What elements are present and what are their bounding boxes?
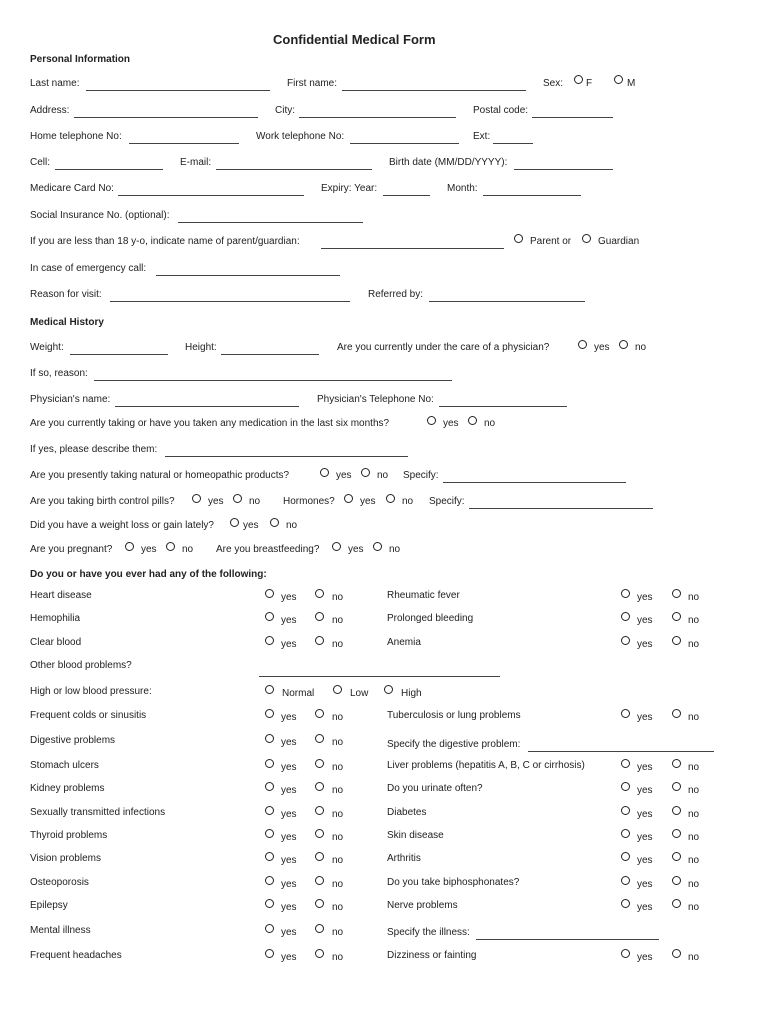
yes-label: yes: [281, 809, 297, 820]
weight-field[interactable]: [70, 354, 168, 355]
vision-problems-yes-radio[interactable]: [265, 852, 274, 861]
yes-label: yes: [281, 952, 297, 963]
frequent-headaches-no-radio[interactable]: [315, 949, 324, 958]
yes-label: yes: [637, 785, 653, 796]
vision-problems-no-radio[interactable]: [315, 852, 324, 861]
no-label: no: [332, 737, 344, 748]
birth-control-question: Are you taking birth control pills?: [30, 496, 175, 507]
no-label: no: [332, 712, 344, 723]
skin-disease-yes-radio[interactable]: [621, 829, 630, 838]
natural-no-radio[interactable]: [361, 468, 370, 477]
sin-label: Social Insurance No. (optional):: [30, 210, 170, 221]
dizziness-fainting-yes-radio[interactable]: [621, 949, 630, 958]
no-label: no: [332, 639, 344, 650]
yes-label: yes: [281, 855, 297, 866]
digestive-problems-label: Digestive problems: [30, 735, 116, 746]
frequent-colds-no-radio[interactable]: [315, 709, 324, 718]
yes-label: yes: [281, 615, 297, 626]
frequent-headaches-label: Frequent headaches: [30, 950, 122, 961]
email-field[interactable]: [216, 169, 372, 170]
address-field[interactable]: [74, 117, 258, 118]
yes-label: yes: [281, 639, 297, 650]
high-label: High: [401, 688, 422, 699]
guardian-label: Guardian: [598, 236, 640, 247]
sex-f-radio[interactable]: [574, 75, 583, 84]
biphosphonates-no-radio[interactable]: [672, 876, 681, 885]
urinate-often-no-radio[interactable]: [672, 782, 681, 791]
mental-illness-yes-radio[interactable]: [265, 924, 274, 933]
medication-yes-radio[interactable]: [427, 416, 436, 425]
no-label: no: [332, 952, 344, 963]
expiry-month-label: Month:: [447, 183, 478, 194]
guardian-radio[interactable]: [582, 234, 591, 243]
birth-control-no-radio[interactable]: [233, 494, 242, 503]
clear-blood-yes-radio[interactable]: [265, 636, 274, 645]
arthritis-no-radio[interactable]: [672, 852, 681, 861]
ext-field[interactable]: [493, 143, 533, 144]
digestive-problems-no-radio[interactable]: [315, 734, 324, 743]
first-name-field[interactable]: [342, 90, 526, 91]
kidney-problems-yes-radio[interactable]: [265, 782, 274, 791]
kidney-problems-no-radio[interactable]: [315, 782, 324, 791]
no-label: no: [688, 952, 700, 963]
stomach-ulcers-no-radio[interactable]: [315, 759, 324, 768]
no-label: no: [484, 418, 496, 429]
thyroid-problems-no-radio[interactable]: [315, 829, 324, 838]
no-label: no: [332, 855, 344, 866]
yes-label: yes: [637, 952, 653, 963]
tuberculosis-no-radio[interactable]: [672, 709, 681, 718]
birth-control-yes-radio[interactable]: [192, 494, 201, 503]
hemophilia-yes-radio[interactable]: [265, 612, 274, 621]
describe-medication-label: If yes, please describe them:: [30, 444, 158, 455]
postal-code-label: Postal code:: [473, 105, 529, 116]
specify-illness-label: Specify the illness:: [387, 927, 470, 938]
yes-label: yes: [281, 712, 297, 723]
birth-date-label: Birth date (MM/DD/YYYY):: [389, 157, 508, 168]
address-label: Address:: [30, 105, 70, 116]
physician-name-field[interactable]: [115, 406, 299, 407]
if-so-reason-label: If so, reason:: [30, 368, 88, 379]
sin-field[interactable]: [178, 222, 363, 223]
hormones-no-radio[interactable]: [386, 494, 395, 503]
no-label: no: [332, 809, 344, 820]
sexually-transmitted-infections-label: Sexually transmitted infections: [30, 807, 166, 818]
stomach-ulcers-yes-radio[interactable]: [265, 759, 274, 768]
no-label: no: [688, 809, 700, 820]
pregnant-no-radio[interactable]: [166, 542, 175, 551]
sex-label: Sex:: [543, 78, 564, 89]
cell-field[interactable]: [55, 169, 163, 170]
yes-label: yes: [637, 809, 653, 820]
sex-m-radio[interactable]: [614, 75, 623, 84]
yes-label: yes: [281, 927, 297, 938]
yes-label: yes: [281, 762, 297, 773]
frequent-colds-yes-radio[interactable]: [265, 709, 274, 718]
no-label: no: [332, 615, 344, 626]
frequent-headaches-yes-radio[interactable]: [265, 949, 274, 958]
natural-specify-label: Specify:: [403, 470, 439, 481]
no-label: no: [332, 762, 344, 773]
yes-label: yes: [637, 639, 653, 650]
sexually-transmitted-infections-no-radio[interactable]: [315, 806, 324, 815]
yes-label: yes: [637, 762, 653, 773]
no-label: no: [332, 592, 344, 603]
no-label: no: [377, 470, 389, 481]
natural-specify-field[interactable]: [443, 482, 626, 483]
hormones-specify-field[interactable]: [469, 508, 653, 509]
parent-label: Parent or: [530, 236, 572, 247]
no-label: no: [332, 832, 344, 843]
heart-disease-no-radio[interactable]: [315, 589, 324, 598]
prolonged-bleeding-label: Prolonged bleeding: [387, 613, 474, 624]
yes-label: yes: [637, 855, 653, 866]
weight-change-yes-radio[interactable]: [230, 518, 239, 527]
hemophilia-label: Hemophilia: [30, 613, 81, 624]
work-telephone-field[interactable]: [350, 143, 459, 144]
expiry-month-field[interactable]: [483, 195, 581, 196]
yes-label: yes: [281, 737, 297, 748]
pregnant-yes-radio[interactable]: [125, 542, 134, 551]
anemia-label: Anemia: [387, 637, 421, 648]
no-label: no: [249, 496, 261, 507]
sex-f-label: F: [586, 78, 593, 89]
breastfeeding-no-radio[interactable]: [373, 542, 382, 551]
prolonged-bleeding-no-radio[interactable]: [672, 612, 681, 621]
no-label: no: [688, 615, 700, 626]
reason-for-visit-field[interactable]: [110, 301, 350, 302]
yes-label: yes: [637, 615, 653, 626]
sex-m-label: M: [627, 78, 636, 89]
no-label: no: [286, 520, 298, 531]
parent-radio[interactable]: [514, 234, 523, 243]
city-field[interactable]: [299, 117, 456, 118]
yes-label: yes: [637, 902, 653, 913]
blood-pressure-normal-radio[interactable]: [265, 685, 274, 694]
prolonged-bleeding-yes-radio[interactable]: [621, 612, 630, 621]
no-label: no: [688, 785, 700, 796]
arthritis-yes-radio[interactable]: [621, 852, 630, 861]
dizziness-fainting-label: Dizziness or fainting: [387, 950, 477, 961]
medical-history-heading: Medical History: [30, 317, 104, 328]
height-field[interactable]: [221, 354, 319, 355]
physician-care-yes-radio[interactable]: [578, 340, 587, 349]
physician-care-no-radio[interactable]: [619, 340, 628, 349]
no-label: no: [332, 785, 344, 796]
weight-change-question: Did you have a weight loss or gain lately?: [30, 520, 214, 531]
email-label: E-mail:: [180, 157, 212, 168]
heart-disease-yes-radio[interactable]: [265, 589, 274, 598]
nerve-problems-yes-radio[interactable]: [621, 899, 630, 908]
pregnant-question: Are you pregnant?: [30, 544, 113, 555]
personal-information-heading: Personal Information: [30, 54, 131, 65]
emergency-contact-field[interactable]: [156, 275, 340, 276]
reason-for-visit-label: Reason for visit:: [30, 289, 102, 300]
yes-label: yes: [637, 712, 653, 723]
specify-illness-field[interactable]: [476, 939, 659, 940]
yes-label: yes: [360, 496, 376, 507]
rheumatic-fever-label: Rheumatic fever: [387, 590, 460, 601]
liver-problems-yes-radio[interactable]: [621, 759, 630, 768]
hemophilia-no-radio[interactable]: [315, 612, 324, 621]
no-label: no: [389, 544, 401, 555]
skin-disease-label: Skin disease: [387, 830, 444, 841]
nerve-problems-label: Nerve problems: [387, 900, 458, 911]
yes-label: yes: [443, 418, 459, 429]
yes-label: yes: [637, 832, 653, 843]
home-telephone-label: Home telephone No:: [30, 131, 122, 142]
specify-digestive-label: Specify the digestive problem:: [387, 739, 521, 750]
medicare-card-field[interactable]: [118, 195, 304, 196]
rheumatic-fever-yes-radio[interactable]: [621, 589, 630, 598]
digestive-problems-yes-radio[interactable]: [265, 734, 274, 743]
last-name-field[interactable]: [86, 90, 270, 91]
height-label: Height:: [185, 342, 217, 353]
physician-telephone-label: Physician's Telephone No:: [317, 394, 434, 405]
first-name-label: First name:: [287, 78, 338, 89]
osteoporosis-label: Osteoporosis: [30, 877, 89, 888]
anemia-yes-radio[interactable]: [621, 636, 630, 645]
rheumatic-fever-no-radio[interactable]: [672, 589, 681, 598]
clear-blood-label: Clear blood: [30, 637, 82, 648]
anemia-no-radio[interactable]: [672, 636, 681, 645]
normal-label: Normal: [282, 688, 315, 699]
emergency-contact-label: In case of emergency call:: [30, 263, 147, 274]
yes-label: yes: [281, 902, 297, 913]
yes-label: yes: [594, 342, 610, 353]
no-label: no: [402, 496, 414, 507]
dizziness-fainting-no-radio[interactable]: [672, 949, 681, 958]
yes-label: yes: [281, 592, 297, 603]
epilepsy-yes-radio[interactable]: [265, 899, 274, 908]
yes-label: yes: [208, 496, 224, 507]
epilepsy-no-radio[interactable]: [315, 899, 324, 908]
no-label: no: [332, 902, 344, 913]
diabetes-yes-radio[interactable]: [621, 806, 630, 815]
thyroid-problems-label: Thyroid problems: [30, 830, 108, 841]
clear-blood-no-radio[interactable]: [315, 636, 324, 645]
natural-yes-radio[interactable]: [320, 468, 329, 477]
medicare-card-label: Medicare Card No:: [30, 183, 114, 194]
other-blood-problems-label: Other blood problems?: [30, 660, 132, 671]
thyroid-problems-yes-radio[interactable]: [265, 829, 274, 838]
if-so-reason-field[interactable]: [94, 380, 452, 381]
no-label: no: [182, 544, 194, 555]
other-blood-problems-field[interactable]: [259, 676, 500, 677]
urinate-often-label: Do you urinate often?: [387, 783, 483, 794]
low-label: Low: [350, 688, 369, 699]
mental-illness-label: Mental illness: [30, 925, 91, 936]
yes-label: yes: [281, 832, 297, 843]
conditions-heading: Do you or have you ever had any of the following:: [30, 569, 267, 580]
weight-change-no-radio[interactable]: [270, 518, 279, 527]
no-label: no: [688, 762, 700, 773]
liver-problems-label: Liver problems (hepatitis A, B, C or cirrhosis): [387, 760, 585, 771]
blood-pressure-label: High or low blood pressure:: [30, 686, 152, 697]
no-label: no: [688, 712, 700, 723]
breastfeeding-yes-radio[interactable]: [332, 542, 341, 551]
no-label: no: [688, 879, 700, 890]
no-label: no: [332, 879, 344, 890]
urinate-often-yes-radio[interactable]: [621, 782, 630, 791]
yes-label: yes: [281, 879, 297, 890]
no-label: no: [688, 832, 700, 843]
describe-medication-field[interactable]: [165, 456, 408, 457]
referred-by-label: Referred by:: [368, 289, 424, 300]
tuberculosis-label: Tuberculosis or lung problems: [387, 710, 521, 721]
physician-name-label: Physician's name:: [30, 394, 111, 405]
liver-problems-no-radio[interactable]: [672, 759, 681, 768]
biphosphonates-yes-radio[interactable]: [621, 876, 630, 885]
hormones-question: Hormones?: [283, 496, 335, 507]
city-label: City:: [275, 105, 295, 116]
parent-guardian-label: If you are less than 18 y-o, indicate name of parent/guardian:: [30, 236, 300, 247]
medication-question: Are you currently taking or have you taken any medication in the last six months?: [30, 418, 390, 429]
heart-disease-label: Heart disease: [30, 590, 92, 601]
hormones-specify-label: Specify:: [429, 496, 465, 507]
physician-telephone-field[interactable]: [439, 406, 567, 407]
ext-label: Ext:: [473, 131, 491, 142]
postal-code-field[interactable]: [532, 117, 613, 118]
home-telephone-field[interactable]: [129, 143, 239, 144]
yes-label: yes: [336, 470, 352, 481]
frequent-colds-label: Frequent colds or sinusitis: [30, 710, 147, 721]
stomach-ulcers-label: Stomach ulcers: [30, 760, 99, 771]
work-telephone-label: Work telephone No:: [256, 131, 345, 142]
last-name-label: Last name:: [30, 78, 80, 89]
osteoporosis-yes-radio[interactable]: [265, 876, 274, 885]
breastfeeding-question: Are you breastfeeding?: [216, 544, 320, 555]
parent-guardian-field[interactable]: [321, 248, 504, 249]
form-title: Confidential Medical Form: [273, 32, 436, 47]
no-label: no: [688, 855, 700, 866]
yes-label: yes: [243, 520, 259, 531]
expiry-year-label: Expiry: Year:: [321, 183, 378, 194]
no-label: no: [688, 639, 700, 650]
medication-no-radio[interactable]: [468, 416, 477, 425]
osteoporosis-no-radio[interactable]: [315, 876, 324, 885]
diabetes-label: Diabetes: [387, 807, 427, 818]
birth-date-field[interactable]: [514, 169, 613, 170]
tuberculosis-yes-radio[interactable]: [621, 709, 630, 718]
skin-disease-no-radio[interactable]: [672, 829, 681, 838]
no-label: no: [332, 927, 344, 938]
vision-problems-label: Vision problems: [30, 853, 101, 864]
sexually-transmitted-infections-yes-radio[interactable]: [265, 806, 274, 815]
physician-care-question: Are you currently under the care of a physician?: [337, 342, 550, 353]
yes-label: yes: [637, 879, 653, 890]
epilepsy-label: Epilepsy: [30, 900, 68, 911]
yes-label: yes: [281, 785, 297, 796]
kidney-problems-label: Kidney problems: [30, 783, 105, 794]
diabetes-no-radio[interactable]: [672, 806, 681, 815]
yes-label: yes: [141, 544, 157, 555]
yes-label: yes: [348, 544, 364, 555]
yes-label: yes: [637, 592, 653, 603]
hormones-yes-radio[interactable]: [344, 494, 353, 503]
weight-label: Weight:: [30, 342, 64, 353]
cell-label: Cell:: [30, 157, 51, 168]
mental-illness-no-radio[interactable]: [315, 924, 324, 933]
no-label: no: [635, 342, 647, 353]
blood-pressure-low-radio[interactable]: [333, 685, 342, 694]
no-label: no: [688, 592, 700, 603]
referred-by-field[interactable]: [429, 301, 585, 302]
arthritis-label: Arthritis: [387, 853, 421, 864]
nerve-problems-no-radio[interactable]: [672, 899, 681, 908]
specify-digestive-field[interactable]: [528, 751, 714, 752]
natural-products-question: Are you presently taking natural or homeopathic products?: [30, 470, 290, 481]
biphosphonates-label: Do you take biphosphonates?: [387, 877, 520, 888]
expiry-year-field[interactable]: [383, 195, 430, 196]
blood-pressure-high-radio[interactable]: [384, 685, 393, 694]
no-label: no: [688, 902, 700, 913]
